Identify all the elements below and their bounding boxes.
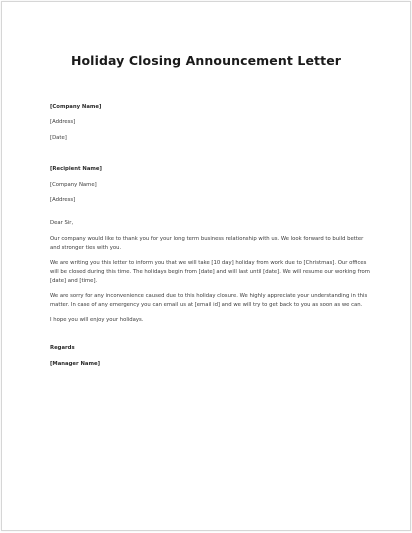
sender-date: [Date] bbox=[50, 134, 67, 141]
paragraph-wishes: I hope you will enjoy your holidays. bbox=[50, 316, 144, 323]
signature-manager-name: [Manager Name] bbox=[50, 360, 100, 367]
sender-address: [Address] bbox=[50, 119, 76, 126]
recipient-company-name: [Company Name] bbox=[50, 181, 97, 188]
paragraph-thanks: Our company would like to thank you for your long term business relationship with us. We look forward to build better and stronger ties with you. bbox=[50, 235, 364, 252]
recipient-name: [Recipient Name] bbox=[50, 166, 102, 173]
paragraph-holiday-info: We are writing you this letter to inform you that we will take [10 day] holiday from work due to [Christmas]. Our offices will be closed during this time. The holidays begin from [date] and will last until [date]. We will resume our working from [date] and [time]. bbox=[50, 259, 370, 285]
recipient-address: [Address] bbox=[50, 197, 76, 204]
letter-body bbox=[50, 103, 370, 369]
closing: Regards bbox=[50, 345, 75, 352]
salutation: Dear Sir, bbox=[50, 220, 74, 227]
sender-company-name: [Company Name] bbox=[50, 104, 102, 110]
letter-title: Holiday Closing Announcement Letter bbox=[70, 53, 342, 68]
paragraph-apology: We are sorry for any inconvenience caused due to this holiday closure. We highly appreciate your understanding in this matter. In case of any emergency you can email us at [email id] and we will try to get back to you as soon as we can. bbox=[50, 292, 368, 309]
letter-page bbox=[1, 1, 411, 531]
